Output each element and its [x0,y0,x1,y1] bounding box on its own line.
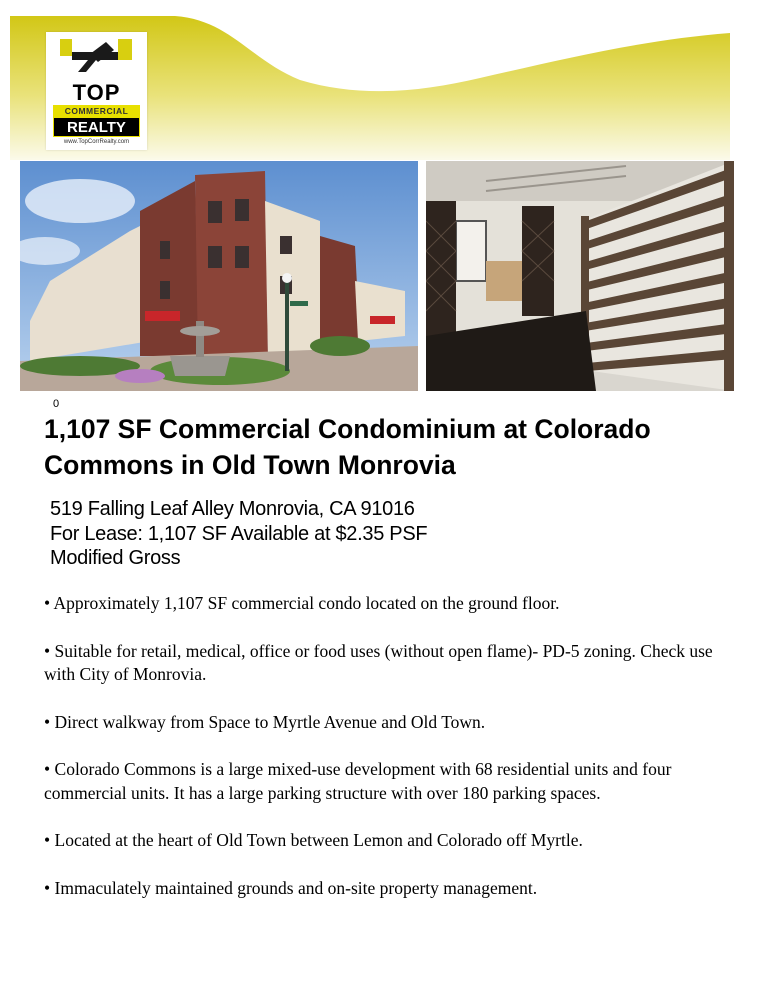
logo-text-top: TOP [72,80,121,105]
page-title [44,411,744,483]
feature-item: • Immaculately maintained grounds and on-site property management. [44,877,538,898]
page-number: 0 [53,398,60,410]
lease-type-line: Modified Gross [50,547,181,569]
logo-text-bottom: REALTY [53,117,140,137]
property-address-block [50,497,750,571]
logo-mark-icon [46,32,147,82]
feature-item: • Direct walkway from Space to Myrtle Avenue and Old Town. [44,711,486,732]
feature-list [44,592,734,924]
feature-item: • Approximately 1,107 SF commercial condo located on the ground floor. [44,593,560,613]
interior-photo [426,161,734,391]
bullet-icon: • [44,877,55,898]
feature-item: • Suitable for retail, medical, office or food uses (without open flame)- PD-5 zoning. Check use with City of Monrovia. [44,640,713,684]
address-line: 519 Falling Leaf Alley Monrovia, CA 91016 [50,498,415,520]
title-line-1: 1,107 SF Commercial Condominium at Colorado [44,414,651,444]
logo-text-middle: COMMERCIAL [53,105,140,117]
bullet-icon: • [44,593,54,613]
company-logo [46,32,147,150]
logo-website: www.TopCorrRealty.com [63,139,130,145]
bullet-icon: • [44,759,55,779]
feature-item: • Located at the heart of Old Town between Lemon and Colorado off Myrtle. [44,830,583,850]
lease-terms-line: For Lease: 1,107 SF Available at $2.35 PSF [50,522,428,545]
feature-item: • Colorado Commons is a large mixed-use development with 68 residential units and four commercial units. It has a large parking structure with over 180 parking spaces. [44,759,672,803]
building-exterior-photo [20,161,418,391]
bullet-icon: • [44,711,55,732]
title-line-2: Commons in Old Town Monrovia [44,450,456,480]
bullet-icon: • [44,640,55,661]
bullet-icon: • [44,830,55,850]
